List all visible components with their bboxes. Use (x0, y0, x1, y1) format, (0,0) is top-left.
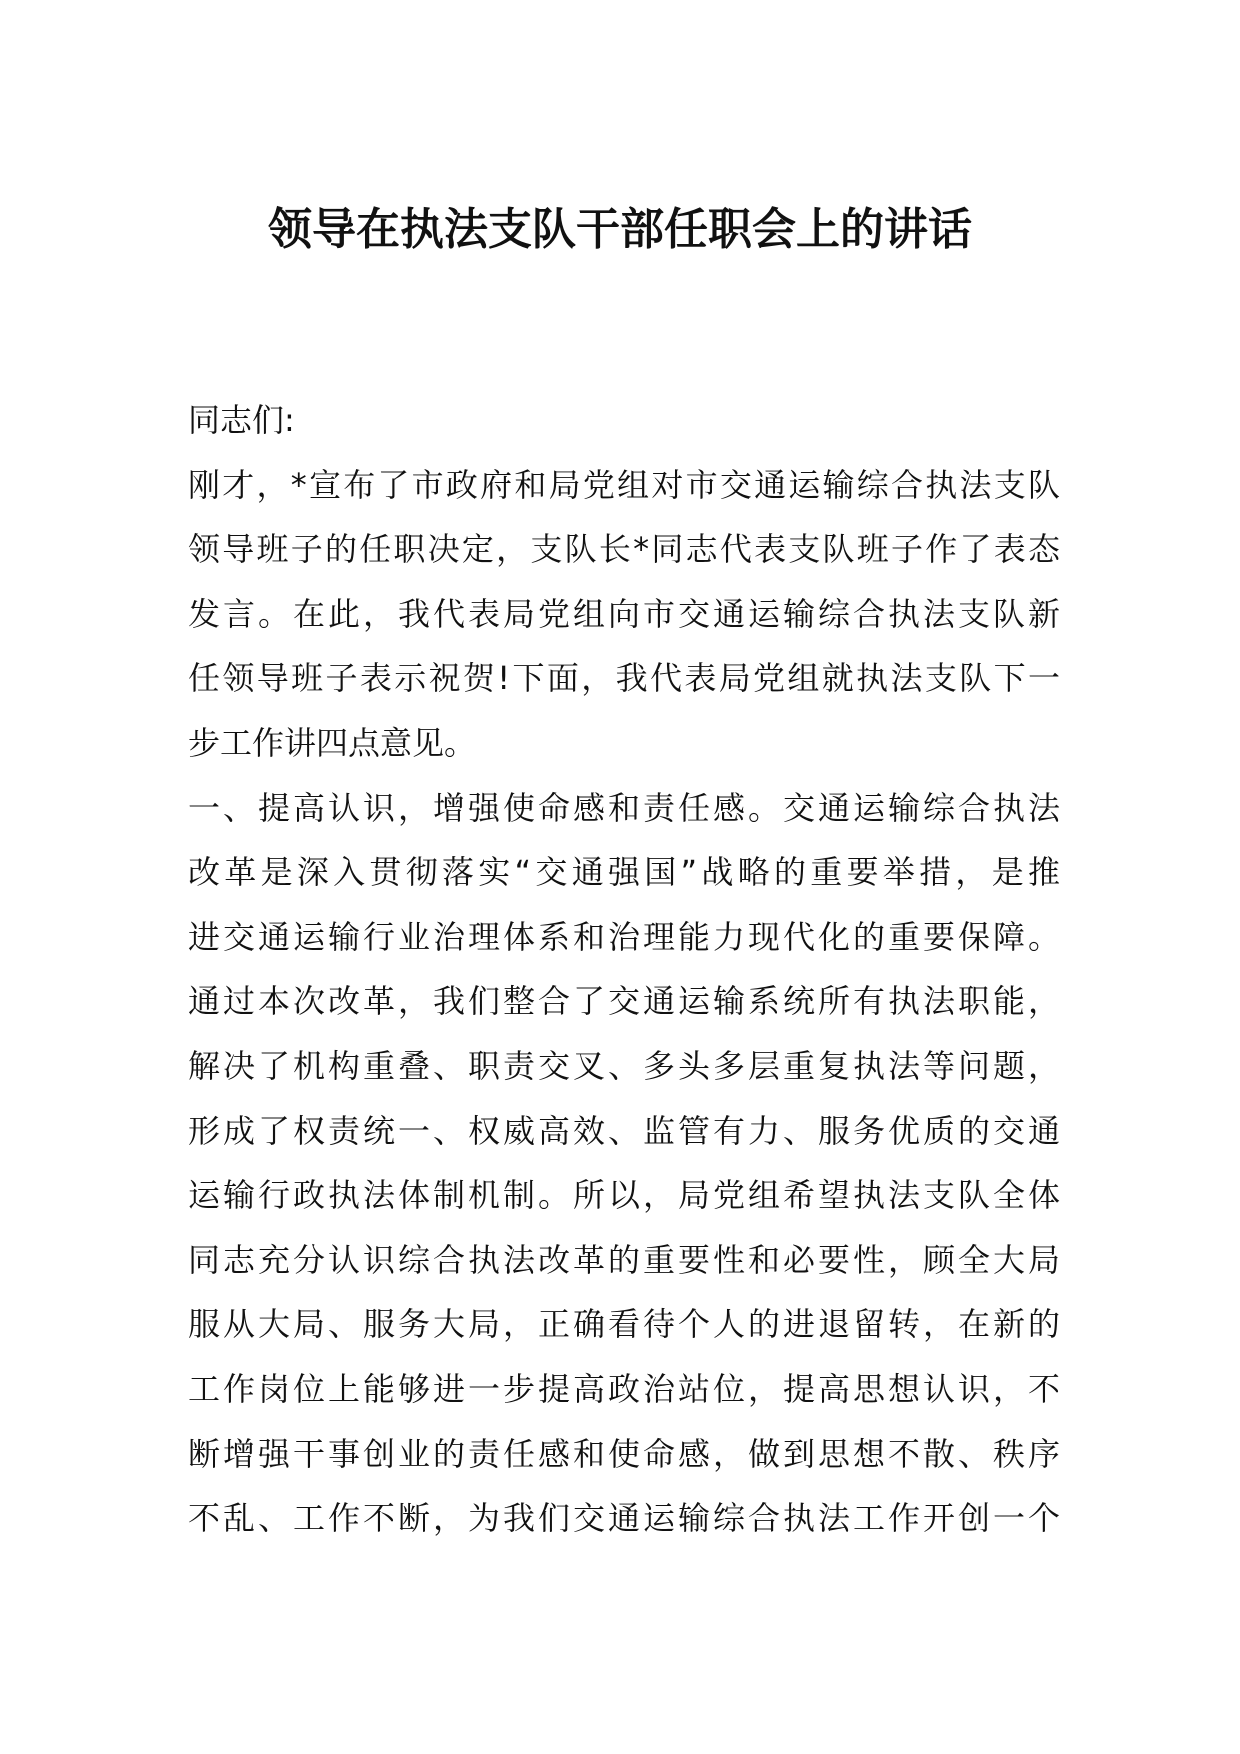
text-line: 形成了权责统一、权威高效、监管有力、服务优质的交通 (188, 1111, 1060, 1150)
text-line: 刚才，*宣布了市政府和局党组对市交通运输综合执法支队 (188, 465, 1060, 504)
document-title: 领导在执法支队干部任职会上的讲话 (268, 204, 972, 255)
text-line: 领导班子的任职决定，支队长*同志代表支队班子作了表态 (188, 530, 1060, 569)
text-line: 改革是深入贯彻落实“交通强国”战略的重要举措，是推 (188, 853, 1060, 892)
text-line: 发言。在此，我代表局党组向市交通运输综合执法支队新 (188, 594, 1060, 633)
text-line: 同志充分认识综合执法改革的重要性和必要性，顾全大局 (188, 1240, 1060, 1279)
text-line: 不乱、工作不断，为我们交通运输综合执法工作开创一个 (188, 1499, 1060, 1538)
text-line: 解决了机构重叠、职责交叉、多头多层重复执法等问题， (188, 1046, 1060, 1085)
text-line: 步工作讲四点意见。 (188, 723, 477, 762)
text-line: 任领导班子表示祝贺!下面，我代表局党组就执法支队下一 (188, 659, 1060, 698)
text-line: 服从大局、服务大局，正确看待个人的进退留转，在新的 (188, 1305, 1060, 1344)
text-line: 一、提高认识，增强使命感和责任感。交通运输综合执法 (188, 788, 1060, 827)
salutation: 同志们: (188, 401, 295, 439)
text-line: 工作岗位上能够进一步提高政治站位，提高思想认识，不 (188, 1369, 1060, 1408)
text-line: 进交通运输行业治理体系和治理能力现代化的重要保障。 (188, 917, 1060, 956)
speech-body (188, 388, 1060, 1551)
text-line: 通过本次改革，我们整合了交通运输系统所有执法职能， (188, 982, 1060, 1021)
text-line: 断增强干事创业的责任感和使命感，做到思想不散、秩序 (188, 1434, 1060, 1473)
text-line: 运输行政执法体制机制。所以，局党组希望执法支队全体 (188, 1176, 1060, 1215)
